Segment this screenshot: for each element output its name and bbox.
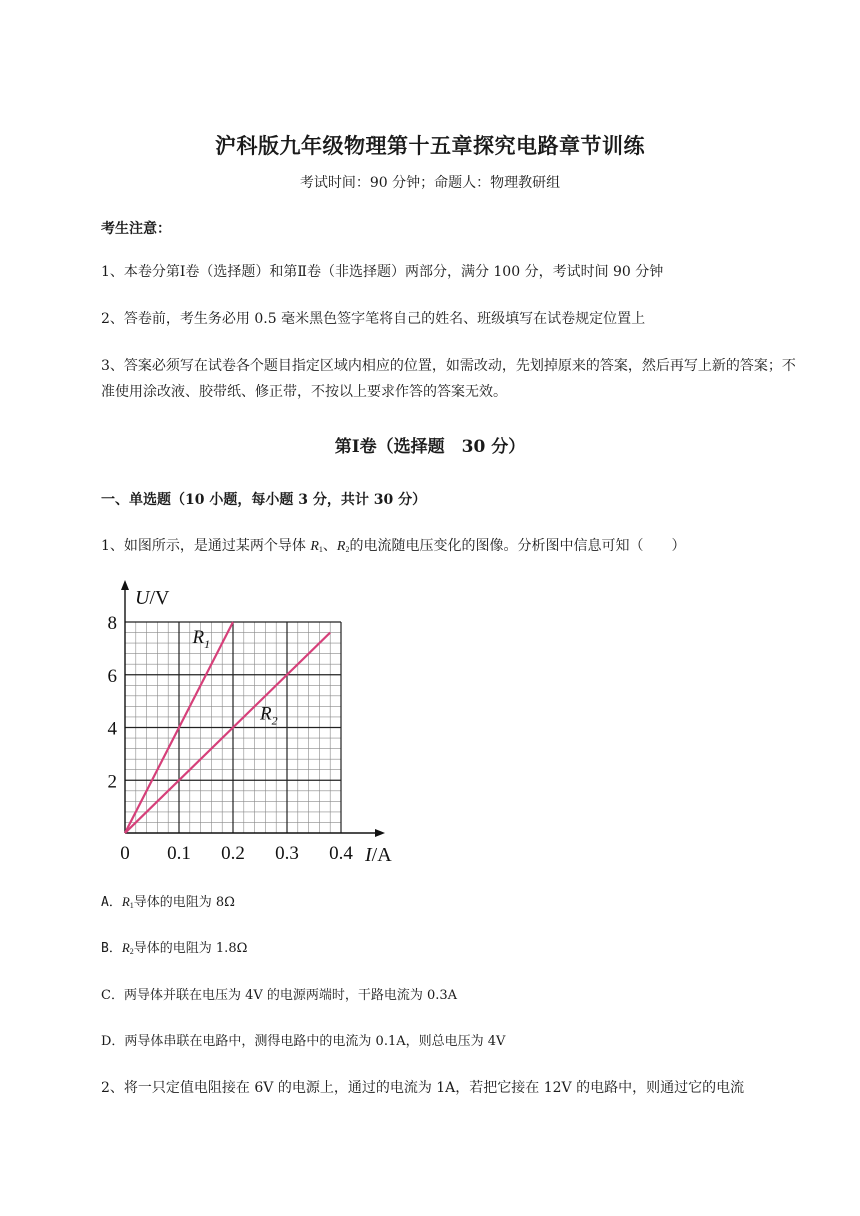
page-title: 沪科版九年级物理第十五章探究电路章节训练 bbox=[215, 133, 645, 158]
notice-item-3: 3、答案必须写在试卷各个题目指定区域内相应的位置，如需改动，先划掉原来的答案，然后再写上新的答案；不准使用涂改液、胶带纸、修正带，不按以上要求作答的答案无效。 bbox=[101, 358, 796, 400]
question-2-stem: 2、将一只定值电阻接在 6V 的电源上，通过的电流为 1A，若把它接在 12V 的电路中，则通过它的电流 bbox=[101, 1080, 745, 1096]
question-1-stem bbox=[101, 533, 806, 563]
r2-symbol bbox=[337, 539, 350, 554]
y-axis-label: U/V bbox=[135, 587, 170, 609]
y-axis-arrow bbox=[121, 580, 129, 590]
u-i-graph bbox=[100, 578, 400, 868]
y-tick-label: 4 bbox=[107, 718, 117, 740]
option-a-symbol bbox=[122, 894, 134, 909]
series-label-r2: $R_2$ bbox=[260, 703, 278, 728]
option-c[interactable] bbox=[101, 984, 457, 1003]
option-b[interactable] bbox=[101, 937, 247, 956]
series-line-r2 bbox=[125, 633, 330, 833]
option-b-symbol bbox=[122, 940, 134, 955]
x-axis-label: I/A bbox=[365, 844, 392, 866]
option-a[interactable] bbox=[101, 891, 235, 910]
section-title: 第Ⅰ卷（选择题 30 分） bbox=[334, 437, 526, 457]
option-b-subscript: 2 bbox=[129, 947, 134, 956]
option-a-prefix: A． bbox=[101, 895, 122, 910]
x-tick-label: 0.2 bbox=[221, 843, 245, 864]
y-tick-label: 2 bbox=[107, 771, 117, 793]
notice-item-1: 1、本卷分第Ⅰ卷（选择题）和第Ⅱ卷（非选择题）两部分，满分 100 分，考试时间 90 分钟 bbox=[101, 264, 664, 280]
r1-letter: R bbox=[310, 539, 319, 554]
r1-subscript: 1 bbox=[318, 545, 323, 554]
option-c-text: C．两导体并联在电压为 4V 的电源两端时，干路电流为 0.3A bbox=[101, 988, 458, 1003]
option-a-letter: R bbox=[121, 894, 130, 909]
x-tick-label: 0 bbox=[120, 843, 130, 864]
option-b-prefix: B． bbox=[101, 941, 122, 956]
r1-symbol bbox=[310, 539, 323, 554]
option-a-subscript: 1 bbox=[129, 901, 134, 910]
stem-separator: 、 bbox=[322, 538, 337, 554]
stem-prefix: 1、如图所示，是通过某两个导体 bbox=[101, 538, 311, 554]
option-d-text: D．两导体串联在电路中，测得电路中的电流为 0.1A，则总电压为 4V bbox=[101, 1034, 506, 1049]
x-tick-label: 0.4 bbox=[329, 843, 353, 864]
y-tick-label: 6 bbox=[107, 665, 117, 687]
x-axis-arrow bbox=[375, 829, 385, 837]
x-tick-label: 0.1 bbox=[167, 843, 191, 864]
option-b-letter: R bbox=[121, 940, 130, 955]
r2-letter: R bbox=[336, 539, 346, 554]
option-a-text: 导体的电阻为 8Ω bbox=[133, 895, 235, 910]
notice-heading: 考生注意： bbox=[101, 221, 171, 237]
part-heading: 一、单选题（10 小题，每小题 3 分，共计 30 分） bbox=[101, 492, 427, 508]
x-tick-label: 0.3 bbox=[275, 843, 299, 864]
notice-item-2: 2、答卷前，考生务必用 0.5 毫米黑色签字笔将自己的姓名、班级填写在试卷规定位置上 bbox=[101, 311, 646, 327]
option-b-text: 导体的电阻为 1.8Ω bbox=[133, 941, 248, 956]
option-d[interactable] bbox=[101, 1030, 505, 1049]
exam-subtitle: 考试时间：90 分钟；命题人：物理教研组 bbox=[299, 175, 561, 191]
y-tick-label: 8 bbox=[107, 613, 117, 634]
series-label-r1: $R_1$ bbox=[192, 627, 211, 652]
r2-subscript: 2 bbox=[345, 545, 350, 554]
stem-suffix: 的电流随电压变化的图像。分析图中信息可知（ ） bbox=[349, 538, 686, 554]
